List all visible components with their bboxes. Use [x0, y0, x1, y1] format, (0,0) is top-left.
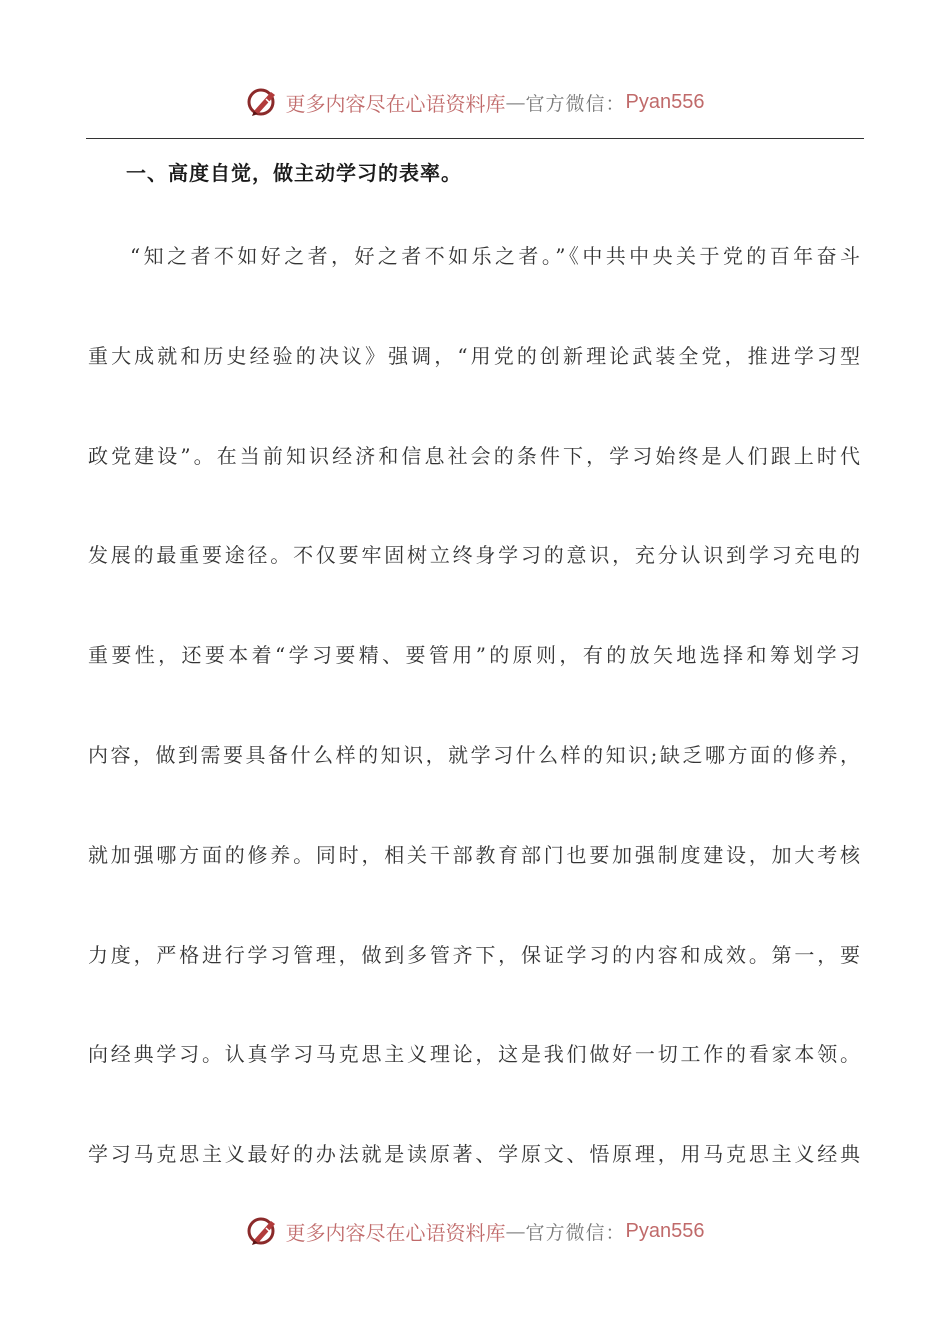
body-line: 力度，严格进行学习管理，做到多管齐下，保证学习的内容和成效。第一，要: [88, 942, 860, 967]
body-line: 政党建设”。在当前知识经济和信息社会的条件下，学习始终是人们跟上时代: [88, 443, 860, 468]
header-banner-title: 更多内容尽在心语资料库: [285, 91, 506, 116]
header-divider: [86, 138, 864, 139]
header-banner-separator: —: [505, 90, 526, 114]
footer-banner-label: 官方微信：: [525, 1221, 626, 1244]
body-line: 学习马克思主义最好的办法就是读原著、学原文、悟原理，用马克思主义经典: [88, 1142, 860, 1167]
body-line: 就加强哪方面的修养。同时，相关干部教育部门也要加强制度建设，加大考核: [88, 842, 860, 867]
footer-banner-title: 更多内容尽在心语资料库: [285, 1220, 506, 1245]
footer-banner: [0, 1211, 950, 1251]
header-banner-label: 官方微信：: [525, 92, 626, 115]
section-heading: 一、高度自觉，做主动学习的表率。: [126, 161, 462, 185]
body-text: [88, 236, 860, 1234]
header-banner-wechat-id: Pyan556: [625, 90, 705, 113]
body-line: “知之者不如好之者，好之者不如乐之者。”《中共中央关于党的百年奋斗: [130, 244, 860, 268]
pen-logo-icon: [246, 85, 280, 119]
body-line: 向经典学习。认真学习马克思主义理论，这是我们做好一切工作的看家本领。: [88, 1042, 860, 1067]
header-banner: [0, 82, 950, 122]
footer-banner-wechat-id: Pyan556: [625, 1219, 705, 1242]
footer-banner-separator: —: [505, 1219, 526, 1243]
body-line: 内容，做到需要具备什么样的知识，就学习什么样的知识;缺乏哪方面的修养，: [88, 742, 860, 767]
body-line: 重大成就和历史经验的决议》强调，“用党的创新理论武装全党，推进学习型: [88, 343, 860, 368]
pen-logo-icon: [246, 1214, 280, 1248]
body-line: 重要性，还要本着“学习要精、要管用”的原则，有的放矢地选择和筹划学习: [88, 643, 860, 668]
body-line: 发展的最重要途径。不仅要牢固树立终身学习的意识，充分认识到学习充电的: [88, 543, 860, 568]
